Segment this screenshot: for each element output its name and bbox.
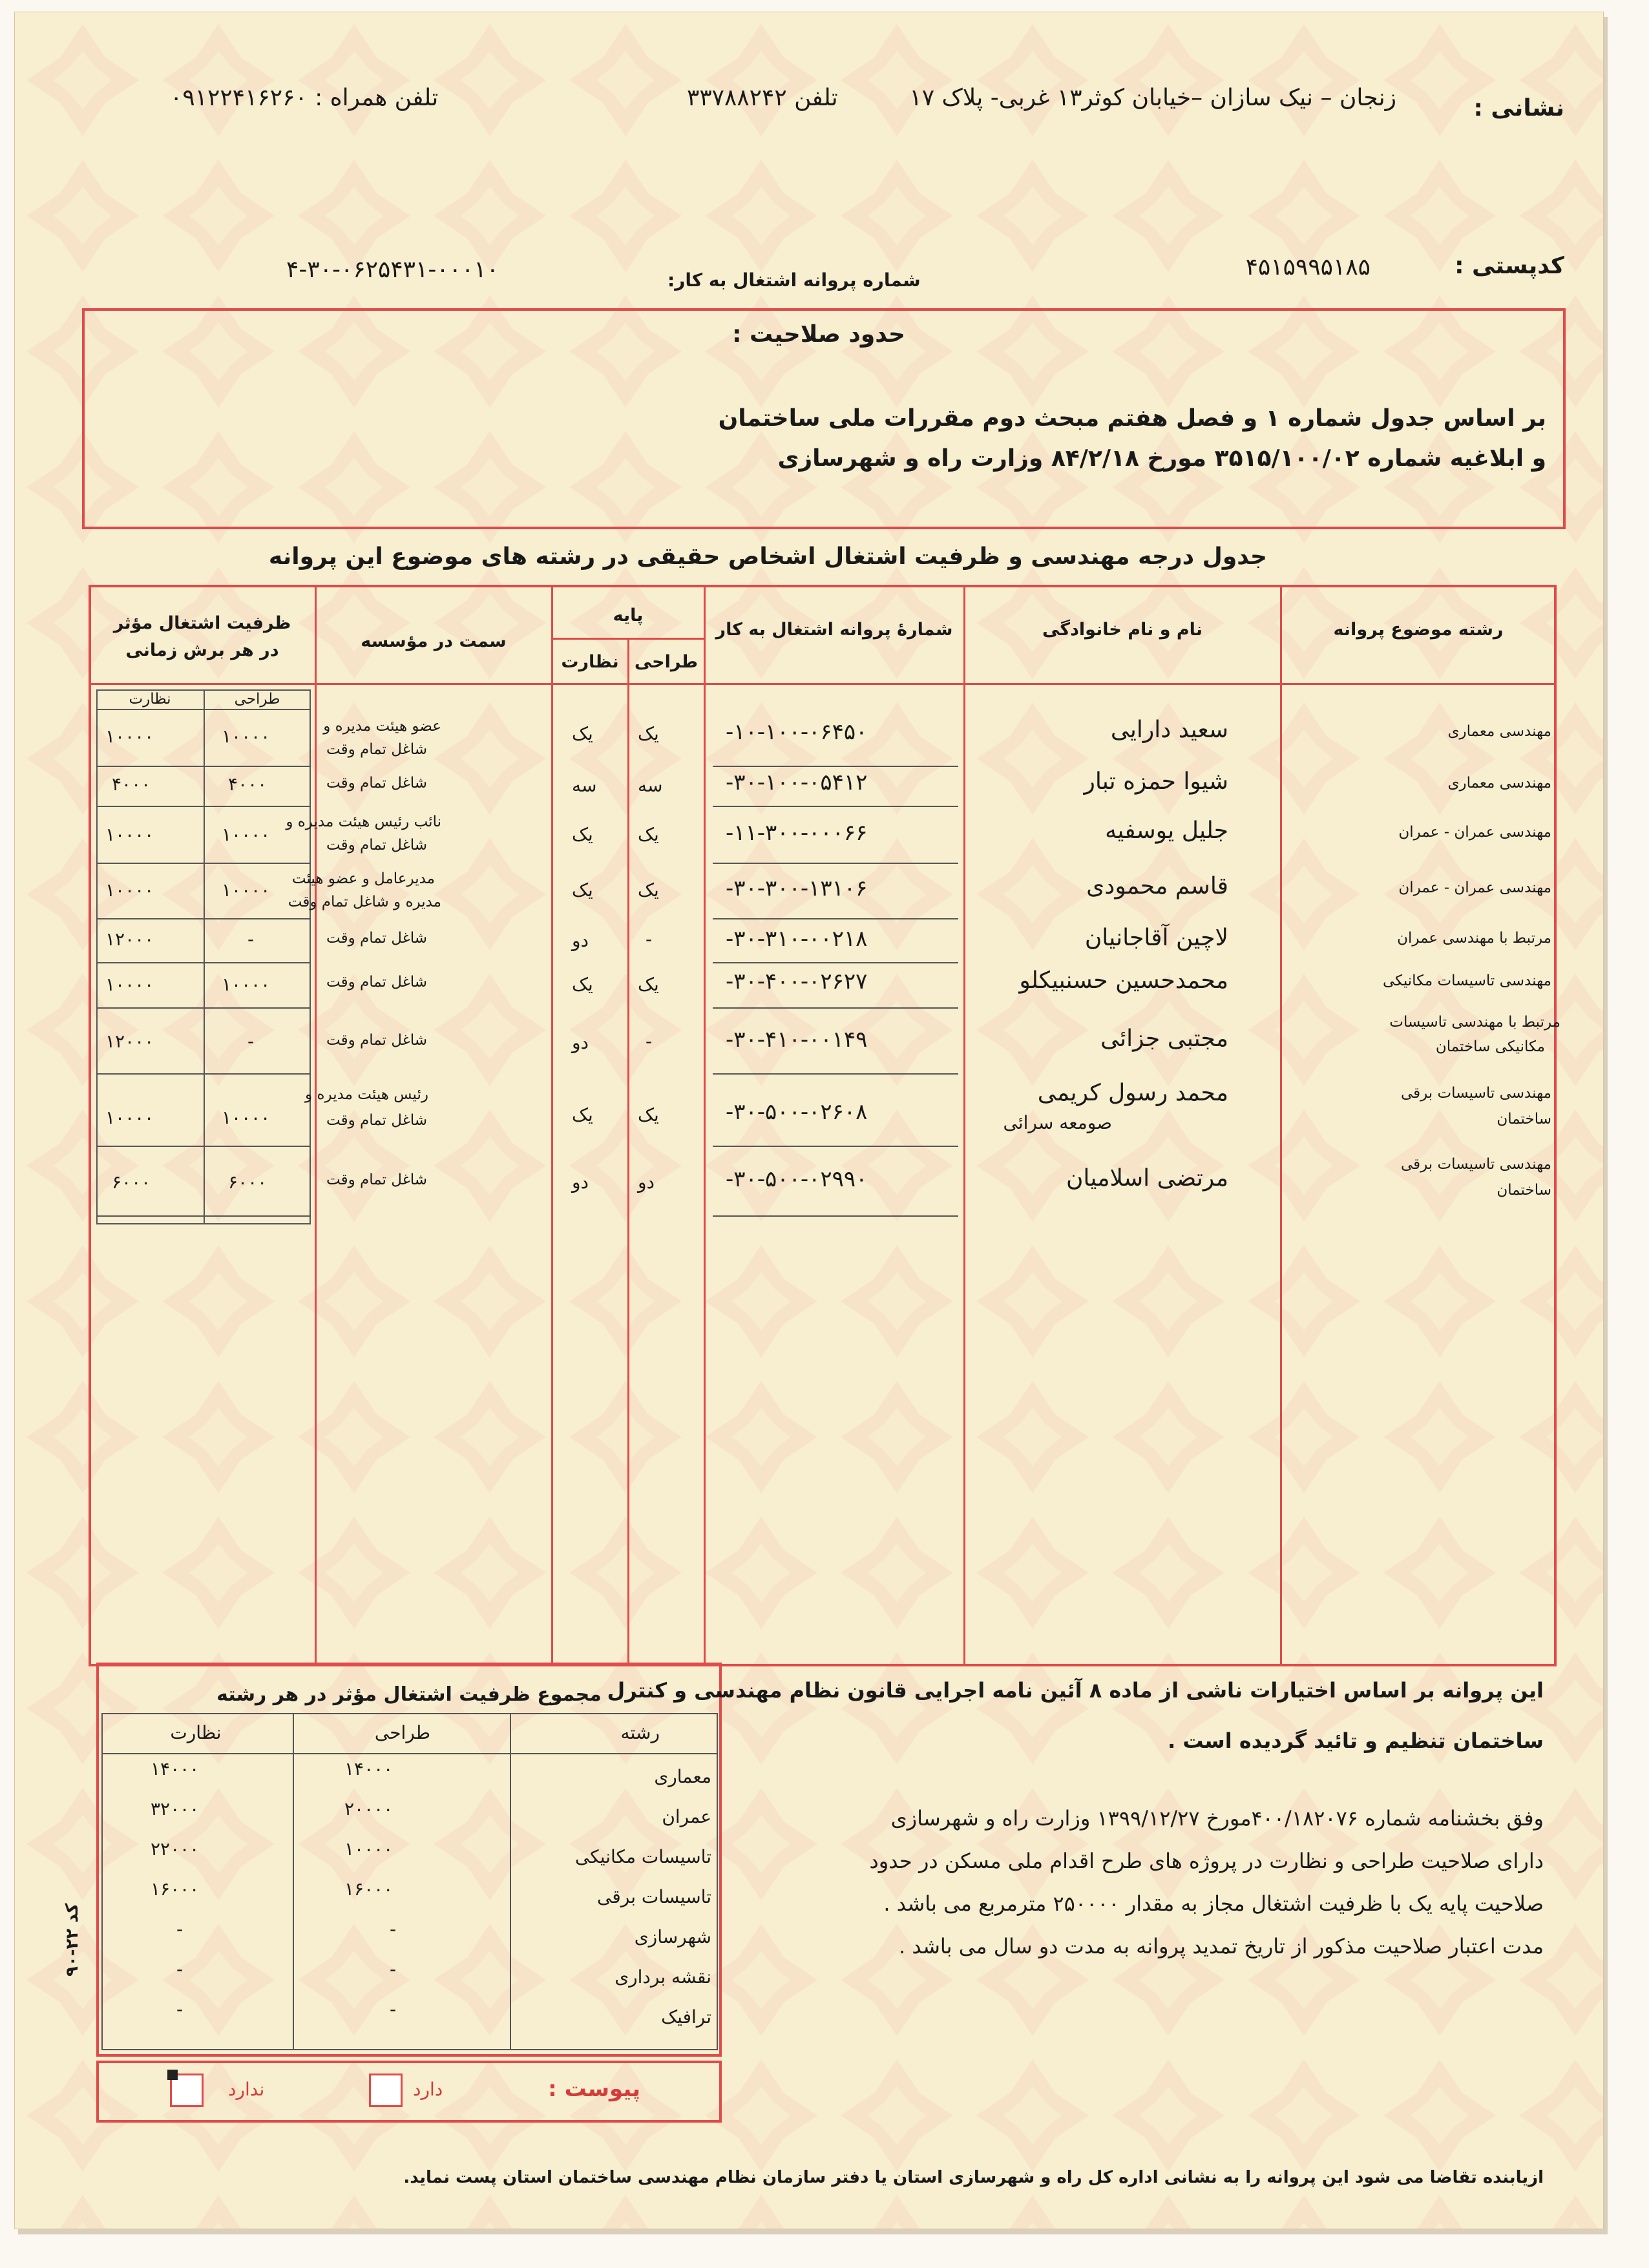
row-name: محمد رسول کریمی (1037, 1080, 1228, 1106)
row-license: -۳۰-۴۰۰-۰۲۶۲۷ (726, 969, 868, 994)
address-value: زنجان – نیک سازان –خیابان کوثر۱۳ غربی- پلاک ۱۷ (909, 85, 1396, 111)
row-field: مهندسی تاسیسات برقی (1400, 1156, 1551, 1173)
postal-value: ۴۵۱۵۹۹۵۱۸۵ (1245, 254, 1371, 280)
attachment-label: پیوست : (548, 2076, 640, 2102)
row-position2: شاغل تمام وقت (326, 741, 427, 758)
attachment-has-label: دارد (413, 2079, 443, 2100)
summary-supervision: - (176, 1918, 184, 1940)
summary-design: ۲۰۰۰۰ (344, 1798, 394, 1820)
row-supervision: دو (572, 1171, 589, 1193)
header-grade-design: طراحی (634, 652, 698, 672)
row-cap-supervision: ۱۰۰۰۰ (105, 824, 154, 845)
summary-supervision: ۱۶۰۰۰ (151, 1878, 200, 1900)
row-cap-supervision: ۱۰۰۰۰ (105, 879, 154, 901)
row-position: شاغل تمام وقت (326, 775, 427, 792)
summary-supervision: - (176, 1999, 184, 2020)
summary-title: مجموع ظرفیت اشتغال مؤثر در هر رشته (216, 1683, 602, 1706)
row-cap-design: ۴۰۰۰ (228, 773, 268, 795)
row-position: شاغل تمام وقت (326, 974, 427, 991)
attachment-has-checkbox[interactable] (369, 2074, 403, 2107)
legal-p3: صلاحیت پایه یک با ظرفیت اشتغال مجاز به مقدار ۲۵۰۰۰۰ مترمربع می باشد . (883, 1891, 1544, 1916)
row-supervision: یک (572, 824, 593, 845)
header-name: نام و نام خانوادگی (1042, 620, 1203, 640)
footer-note: ازیابنده تقاضا می شود این پروانه را به نشانی اداره کل راه و شهرسازی استان یا دفتر سازمان نظام مهندسی ساختمان استان پست نماید. (403, 2168, 1544, 2187)
row-field: مهندسی معماری (1447, 723, 1551, 740)
summary-supervision: ۱۴۰۰۰ (151, 1758, 200, 1780)
row-design: - (646, 929, 653, 950)
attachment-hasnot-label: ندارد (228, 2079, 265, 2100)
row-design: دو (638, 1171, 655, 1193)
row-design: یک (638, 1104, 659, 1126)
summary-field: تاسیسات مکانیکی (574, 1846, 711, 1867)
row-cap-supervision: ۶۰۰۰ (112, 1171, 151, 1193)
header-license: شمارهٔ پروانه اشتغال به کار (715, 620, 953, 640)
summary-field: تاسیسات برقی (597, 1886, 711, 1907)
row-field: مرتبط با مهندسی تاسیسات (1389, 1014, 1560, 1031)
license-label: شماره پروانه اشتغال به کار: (667, 269, 921, 291)
row-cap-supervision: ۱۲۰۰۰ (105, 929, 154, 950)
row-cap-design: ۱۰۰۰۰ (222, 1107, 271, 1128)
row-field: مرتبط با مهندسی عمران (1397, 930, 1551, 947)
summary-design: ۱۴۰۰۰ (344, 1758, 394, 1780)
row-field2: ساختمان (1497, 1182, 1551, 1199)
row-field: مهندسی معماری (1447, 775, 1551, 792)
competence-line1: بر اساس جدول شماره ۱ و فصل هفتم مبحث دوم مقررات ملی ساختمان (718, 405, 1546, 432)
row-position: عضو هیئت مدیره و (323, 718, 441, 735)
row-cap-design: ۶۰۰۰ (228, 1171, 268, 1193)
summary-field: ترافیک (661, 2006, 711, 2028)
row-cap-design: ۱۰۰۰۰ (222, 824, 271, 845)
row-field2: ساختمان (1497, 1111, 1551, 1128)
row-cap-supervision: ۱۰۰۰۰ (105, 726, 154, 747)
row-position2: شاغل تمام وقت (326, 837, 427, 854)
row-license: -۳۰-۴۱۰-۰۰۱۴۹ (726, 1027, 868, 1053)
summary-col-design: طراحی (374, 1722, 431, 1743)
row-position: نائب رئیس هیئت مدیره و (286, 814, 441, 830)
row-position: شاغل تمام وقت (326, 1171, 427, 1188)
row-name: قاسم محمودی (1086, 873, 1228, 899)
legal-p2: دارای صلاحیت طراحی و نظارت در پروژه های طرح اقدام ملی مسکن در حدود (869, 1849, 1544, 1873)
row-design: یک (638, 824, 659, 845)
row-position: رئیس هیئت مدیره و (305, 1086, 428, 1103)
row-license: -۳۰-۵۰۰-۰۲۶۰۸ (726, 1099, 868, 1125)
row-position: شاغل تمام وقت (326, 930, 427, 947)
phone: تلفن ۳۳۷۸۸۲۴۲ (687, 85, 838, 111)
summary-col-field: رشته (620, 1722, 660, 1743)
license-value: ۴-۳۰-۰۶۲۵۴۳۱-۰۰۰۱۰ (286, 257, 499, 283)
summary-design: - (390, 1958, 397, 1980)
row-supervision: دو (572, 1032, 589, 1053)
summary-col-supervision: نظارت (170, 1722, 222, 1743)
header-capacity: ظرفیت اشتغال مؤثر (113, 613, 291, 633)
row-field: مهندسی تاسیسات برقی (1400, 1085, 1551, 1102)
row-cap-supervision: ۱۲۰۰۰ (105, 1031, 154, 1052)
row-supervision: یک (572, 974, 593, 995)
row-name: مرتضی اسلامیان (1066, 1165, 1228, 1192)
competence-title: حدود صلاحیت : (732, 321, 905, 348)
row-field: مهندسی عمران - عمران (1398, 824, 1551, 841)
row-cap-design: ۱۰۰۰۰ (222, 726, 271, 747)
header-grade-supervision: نظارت (561, 652, 619, 672)
legal-line1: این پروانه بر اساس اختیارات ناشی از ماده ۸ آئین نامه اجرایی قانون نظام مهندسی و کنترل (607, 1678, 1544, 1703)
row-cap-supervision: ۱۰۰۰۰ (105, 1107, 154, 1128)
summary-field: شهرسازی (634, 1926, 711, 1948)
row-name: شیوا حمزه تبار (1084, 768, 1228, 795)
row-license: -۱۱-۳۰۰-۰۰۰۶۶ (726, 820, 868, 846)
summary-supervision: - (176, 1958, 184, 1980)
summary-design: ۱۰۰۰۰ (344, 1838, 394, 1860)
row-license: -۳۰-۱۰۰-۰۵۴۱۲ (726, 770, 868, 795)
row-license: -۳۰-۳۱۰-۰۰۲۱۸ (726, 926, 868, 952)
row-license: -۱۰-۱۰۰-۰۶۴۵۰ (726, 719, 868, 745)
header-position: سمت در مؤسسه (361, 631, 507, 651)
legal-p1: وفق بخشنامه شماره ۴۰۰/۱۸۲۰۷۶مورخ ۱۳۹۹/۱۲/۲۷ وزارت راه و شهرسازی (890, 1806, 1544, 1831)
summary-field: نقشه برداری (614, 1966, 711, 1988)
row-name: جلیل یوسفیه (1105, 817, 1228, 844)
summary-design: - (390, 1918, 397, 1940)
row-supervision: یک (572, 1104, 593, 1126)
summary-supervision: ۳۲۰۰۰ (151, 1798, 200, 1820)
license-sheet (14, 12, 1604, 2229)
row-position2: شاغل تمام وقت (326, 1112, 427, 1129)
row-name: محمدحسین حسنبیکلو (1019, 967, 1228, 994)
row-field: مهندسی تاسیسات مکانیکی (1382, 972, 1551, 989)
cap-design-header: طراحی (234, 691, 280, 708)
row-supervision: یک (572, 879, 593, 901)
mobile: تلفن همراه : ۰۹۱۲۲۴۱۶۲۶۰ (170, 85, 439, 111)
header-capacity2: در هر برش زمانی (125, 640, 279, 660)
side-code: کد ۲۲-۹۰ (63, 1903, 82, 1977)
row-name2: صومعه سرائی (1003, 1112, 1112, 1133)
row-supervision: سه (572, 775, 597, 796)
row-position: شاغل تمام وقت (326, 1032, 427, 1049)
legal-p4: مدت اعتبار صلاحیت مذکور از تاریخ تمدید پروانه به مدت دو سال می باشد . (898, 1934, 1544, 1958)
row-design: - (646, 1031, 653, 1052)
row-position2: مدیره و شاغل تمام وقت (288, 894, 441, 910)
postal-label: کدپستی : (1455, 253, 1564, 279)
row-supervision: یک (572, 723, 593, 744)
legal-line2: ساختمان تنظیم و تائید گردیده است . (1168, 1728, 1544, 1753)
summary-field: معماری (654, 1766, 711, 1787)
row-design: یک (638, 974, 659, 995)
address-label: نشانی : (1473, 95, 1564, 121)
row-design: یک (638, 723, 659, 744)
summary-supervision: ۲۲۰۰۰ (151, 1838, 200, 1860)
row-cap-supervision: ۱۰۰۰۰ (105, 974, 154, 995)
row-cap-design: ۱۰۰۰۰ (222, 879, 271, 901)
row-license: -۳۰-۵۰۰-۰۲۹۹۰ (726, 1166, 868, 1192)
cap-supervision-header: نظارت (129, 691, 171, 708)
row-cap-design: - (247, 1031, 255, 1052)
checkbox-mark (167, 2070, 178, 2080)
row-name: لاچین آقاجانیان (1084, 925, 1228, 951)
row-position: مدیرعامل و عضو هیئت (291, 870, 435, 887)
row-name: سعید دارایی (1110, 717, 1228, 743)
row-cap-design: ۱۰۰۰۰ (222, 974, 271, 995)
row-design: سه (638, 775, 663, 796)
row-field: مهندسی عمران - عمران (1398, 879, 1551, 896)
summary-field: عمران (662, 1806, 711, 1827)
row-field2: مکانیکی ساختمان (1435, 1038, 1545, 1055)
header-field: رشته موضوع پروانه (1333, 620, 1504, 640)
summary-design: - (390, 1999, 397, 2020)
row-supervision: دو (572, 930, 589, 951)
row-cap-design: - (247, 929, 255, 950)
header-grade: پایه (613, 605, 644, 625)
row-name: مجتبی جزائی (1100, 1025, 1228, 1052)
row-design: یک (638, 879, 659, 901)
competence-line2: و ابلاغیه شماره ۳۵۱۵/۱۰۰/۰۲ مورخ ۸۴/۲/۱۸ وزارت راه و شهرسازی (777, 445, 1546, 472)
summary-design: ۱۶۰۰۰ (344, 1878, 394, 1900)
row-license: -۳۰-۳۰۰-۱۳۱۰۶ (726, 876, 868, 901)
row-cap-supervision: ۴۰۰۰ (112, 773, 151, 795)
table-title: جدول درجه مهندسی و ظرفیت اشتغال اشخاص حقیقی در رشته های موضوع این پروانه (268, 543, 1267, 570)
